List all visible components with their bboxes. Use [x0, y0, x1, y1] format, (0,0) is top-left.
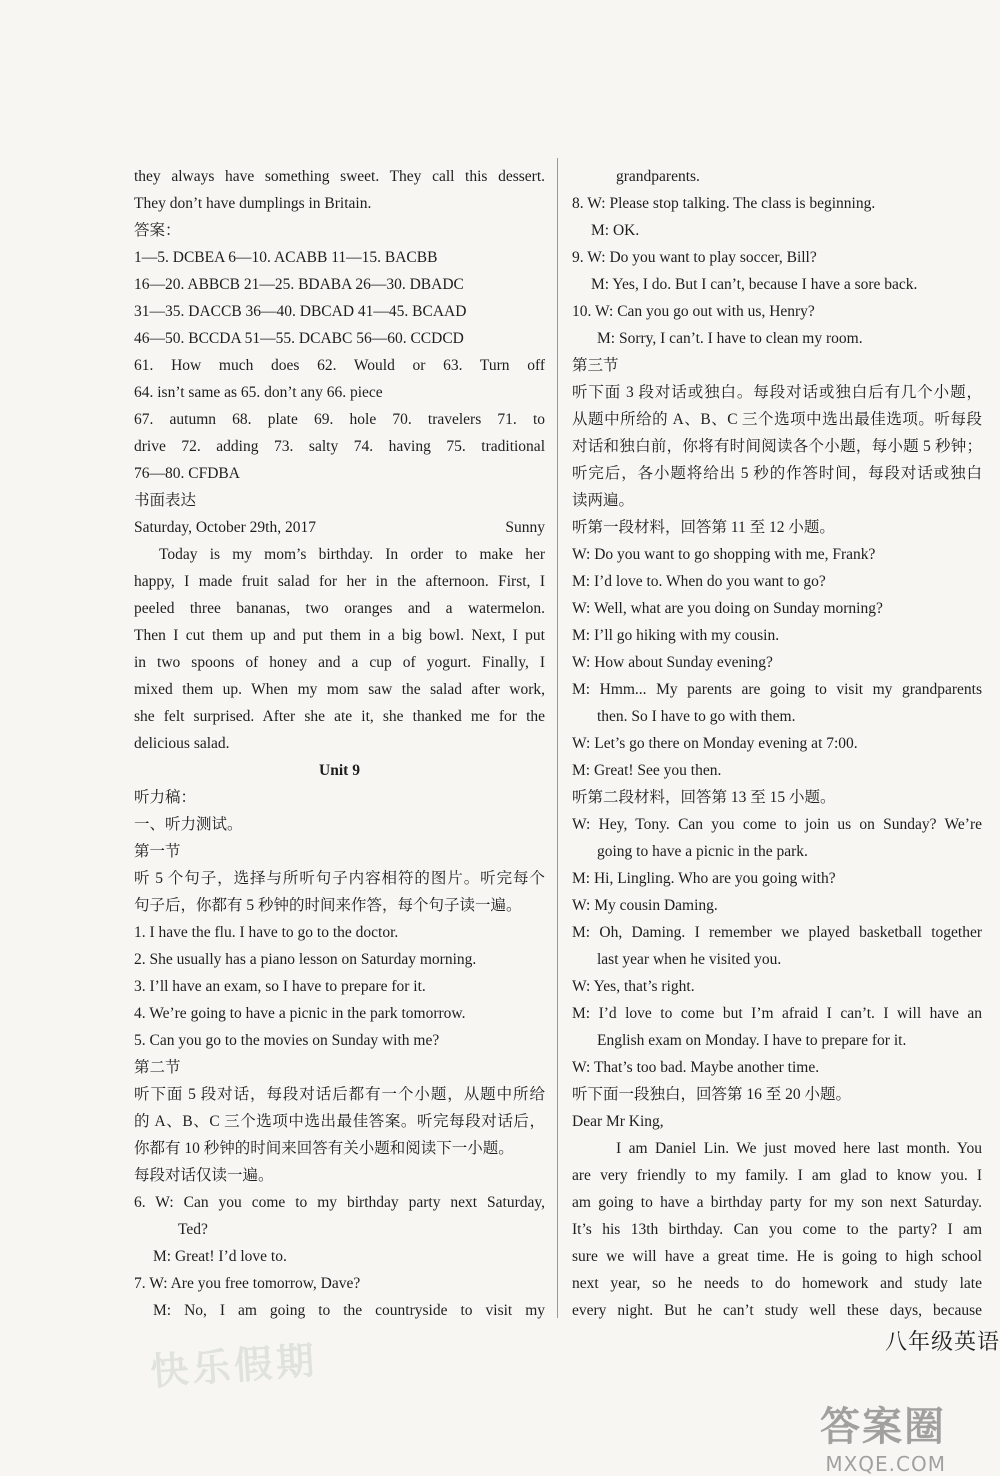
left-text-line: 书面表达 — [134, 492, 197, 509]
right-text-line: M: I’ll go hiking with my cousin. — [572, 627, 780, 644]
left-text-line: 每段对话仅读一遍。 — [134, 1167, 274, 1184]
left-text-line: 61. How much does 62. Would or 63. Turn off — [134, 357, 545, 374]
left-text-line: They don’t have dumplings in Britain. — [134, 195, 372, 212]
left-text-line: 4. We’re going to have a picnic in the park tomorrow. — [134, 1005, 466, 1022]
watermark-right-main: 答案圈 — [820, 1404, 946, 1450]
left-text-line: 31—35. DACCB 36—40. DBCAD 41—45. BCAAD — [134, 303, 467, 320]
left-text-line: peeled three bananas, two oranges and a watermelon. — [134, 600, 545, 617]
diary-weather: Sunny — [505, 519, 545, 536]
left-text-line: 听 5 个句子，选择与所听句子内容相符的图片。听完每个 — [134, 870, 545, 887]
left-text-line: M: Great! I’d love to. — [153, 1248, 287, 1265]
left-text-line: 46—50. BCCDA 51—55. DCABC 56—60. CCDCD — [134, 330, 464, 347]
right-text-line: 听第一段材料，回答第 11 至 12 小题。 — [572, 519, 835, 536]
right-text-line: 9. W: Do you want to play soccer, Bill? — [572, 249, 817, 266]
right-text-line: M: Yes, I do. But I can’t, because I have a sore back. — [591, 276, 918, 293]
left-text-line: 句子后，你都有 5 秒钟的时间来作答，每个句子读一遍。 — [134, 897, 522, 914]
left-text-line: 听下面 5 段对话，每段对话后都有一个小题，从题中所给 — [134, 1086, 545, 1103]
right-text-line: 从题中所给的 A、B、C 三个选项中选出最佳选项。听每段 — [572, 411, 982, 428]
right-text-line: W: Do you want to go shopping with me, Frank? — [572, 546, 876, 563]
left-text-line: 第一节 — [134, 843, 181, 860]
left-text-line: 1—5. DCBEA 6—10. ACABB 11—15. BACBB — [134, 249, 438, 266]
right-text-line: last year when he visited you. — [597, 951, 782, 968]
diary-date: Saturday, October 29th, 2017 — [134, 519, 316, 536]
right-text-line: going to have a picnic in the park. — [597, 843, 808, 860]
left-text-line: 一、听力测试。 — [134, 816, 243, 833]
left-text-line: 64. isn’t same as 65. don’t any 66. piece — [134, 384, 383, 401]
right-text-line: W: Let’s go there on Monday evening at 7:00. — [572, 735, 858, 752]
right-text-line: W: Hey, Tony. Can you come to join us on Sunday? We’re — [572, 816, 982, 833]
right-text-line: Dear Mr King, — [572, 1113, 664, 1130]
right-text-line: W: My cousin Daming. — [572, 897, 718, 914]
right-text-line: 听完后，各小题将给出 5 秒的作答时间，每段对话或独白 — [572, 465, 982, 482]
left-text-line: mixed them up. When my mom saw the salad after work, — [134, 681, 545, 698]
right-text-line: every night. But he can’t study well these days, because — [572, 1302, 982, 1319]
right-text-line: 听第二段材料，回答第 13 至 15 小题。 — [572, 789, 836, 806]
watermark-right — [820, 1395, 946, 1476]
right-text-line: English exam on Monday. I have to prepare for it. — [597, 1032, 907, 1049]
left-text-line: 第二节 — [134, 1059, 181, 1076]
column-divider — [557, 158, 558, 1318]
left-text-line: M: No, I am going to the countryside to visit my — [153, 1302, 545, 1319]
left-text-line: 5. Can you go to the movies on Sunday with me? — [134, 1032, 440, 1049]
right-text-line: next year, so he needs to do homework and study late — [572, 1275, 982, 1292]
right-text-line: M: I’d love to. When do you want to go? — [572, 573, 826, 590]
right-text-line: 第三节 — [572, 357, 619, 374]
left-text-line: they always have something sweet. They call this dessert. — [134, 168, 545, 185]
left-text-line: 6. W: Can you come to my birthday party next Saturday, — [134, 1194, 545, 1211]
right-text-line: 听下面 3 段对话或独白。每段对话或独白后有几个小题， — [572, 384, 982, 401]
right-text-line: 听下面一段独白，回答第 16 至 20 小题。 — [572, 1086, 852, 1103]
left-text-line: happy, I made fruit salad for her in the afternoon. First, I — [134, 573, 545, 590]
right-text-line: M: Oh, Daming. I remember we played basketball together — [572, 924, 982, 941]
right-text-line: W: That’s too bad. Maybe another time. — [572, 1059, 820, 1076]
right-text-line: M: Hmm... My parents are going to visit my grandparents — [572, 681, 982, 698]
left-text-line: 听力稿： — [134, 789, 197, 806]
right-text-line: 8. W: Please stop talking. The class is beginning. — [572, 195, 876, 212]
watermark-left: 快乐假期 — [148, 1338, 320, 1394]
left-text-line: 答案： — [134, 222, 181, 239]
right-text-line: then. So I have to go with them. — [597, 708, 796, 725]
right-text-line: M: Sorry, I can’t. I have to clean my room. — [597, 330, 863, 347]
right-text-line: are very friendly to my family. I am glad to know you. I — [572, 1167, 982, 1184]
left-text-line: drive 72. adding 73. salty 74. having 75. traditional — [134, 438, 545, 455]
right-text-line: grandparents. — [616, 168, 700, 185]
left-text-line: 的 A、B、C 三个选项中选出最佳答案。听完每段对话后， — [134, 1113, 545, 1130]
left-column — [134, 163, 545, 1324]
right-text-line: sure we will have a great time. He is going to high school — [572, 1248, 982, 1265]
left-text-line: Ted? — [178, 1221, 208, 1238]
left-text-line — [134, 514, 545, 541]
left-text-line: 3. I’ll have an exam, so I have to prepare for it. — [134, 978, 426, 995]
left-text-line: Today is my mom’s birthday. In order to make her — [159, 546, 545, 563]
right-text-line: 读两遍。 — [572, 492, 635, 509]
right-text-line: 对话和独白前，你将有时间阅读各个小题，每小题 5 秒钟； — [572, 438, 982, 455]
left-text-line: in two spoons of honey and a cup of yogurt. Finally, I — [134, 654, 545, 671]
left-text-line: Then I cut them up and put them in a big bowl. Next, I put — [134, 627, 545, 644]
right-text-line: I am Daniel Lin. We just moved here last month. You — [616, 1140, 982, 1157]
left-text-line: 76—80. CFDBA — [134, 465, 240, 482]
right-text-line: W: How about Sunday evening? — [572, 654, 773, 671]
left-text-line: 67. autumn 68. plate 69. hole 70. travelers 71. to — [134, 411, 545, 428]
right-text-line: M: I’d love to come but I’m afraid I can’t. I will have an — [572, 1005, 982, 1022]
left-text-line: 16—20. ABBCB 21—25. BDABA 26—30. DBADC — [134, 276, 464, 293]
left-text-line: 7. W: Are you free tomorrow, Dave? — [134, 1275, 361, 1292]
right-column — [572, 163, 982, 1324]
footer-page-title: 八年级英语 — [884, 1329, 1000, 1354]
right-text-line: It’s his 13th birthday. Can you come to the party? I am — [572, 1221, 982, 1238]
right-text-line: M: Great! See you then. — [572, 762, 722, 779]
right-text-line: M: OK. — [591, 222, 640, 239]
right-text-line: 10. W: Can you go out with us, Henry? — [572, 303, 815, 320]
right-text-line: W: Yes, that’s right. — [572, 978, 695, 995]
left-text-line: 你都有 10 秒钟的时间来回答有关小题和阅读下一小题。 — [134, 1140, 514, 1157]
watermark-right-url: MXQE.COM — [825, 1452, 946, 1476]
left-text-line: 1. I have the flu. I have to go to the doctor. — [134, 924, 399, 941]
right-text-line: am going to have a birthday party for my son next Saturday. — [572, 1194, 982, 1211]
left-text-line: 2. She usually has a piano lesson on Saturday morning. — [134, 951, 477, 968]
right-text-line: M: Hi, Lingling. Who are you going with? — [572, 870, 836, 887]
left-text-line: Unit 9 — [319, 762, 360, 779]
left-text-line: delicious salad. — [134, 735, 230, 752]
right-text-line: W: Well, what are you doing on Sunday morning? — [572, 600, 883, 617]
left-text-line: she felt surprised. After she ate it, she thanked me for the — [134, 708, 545, 725]
